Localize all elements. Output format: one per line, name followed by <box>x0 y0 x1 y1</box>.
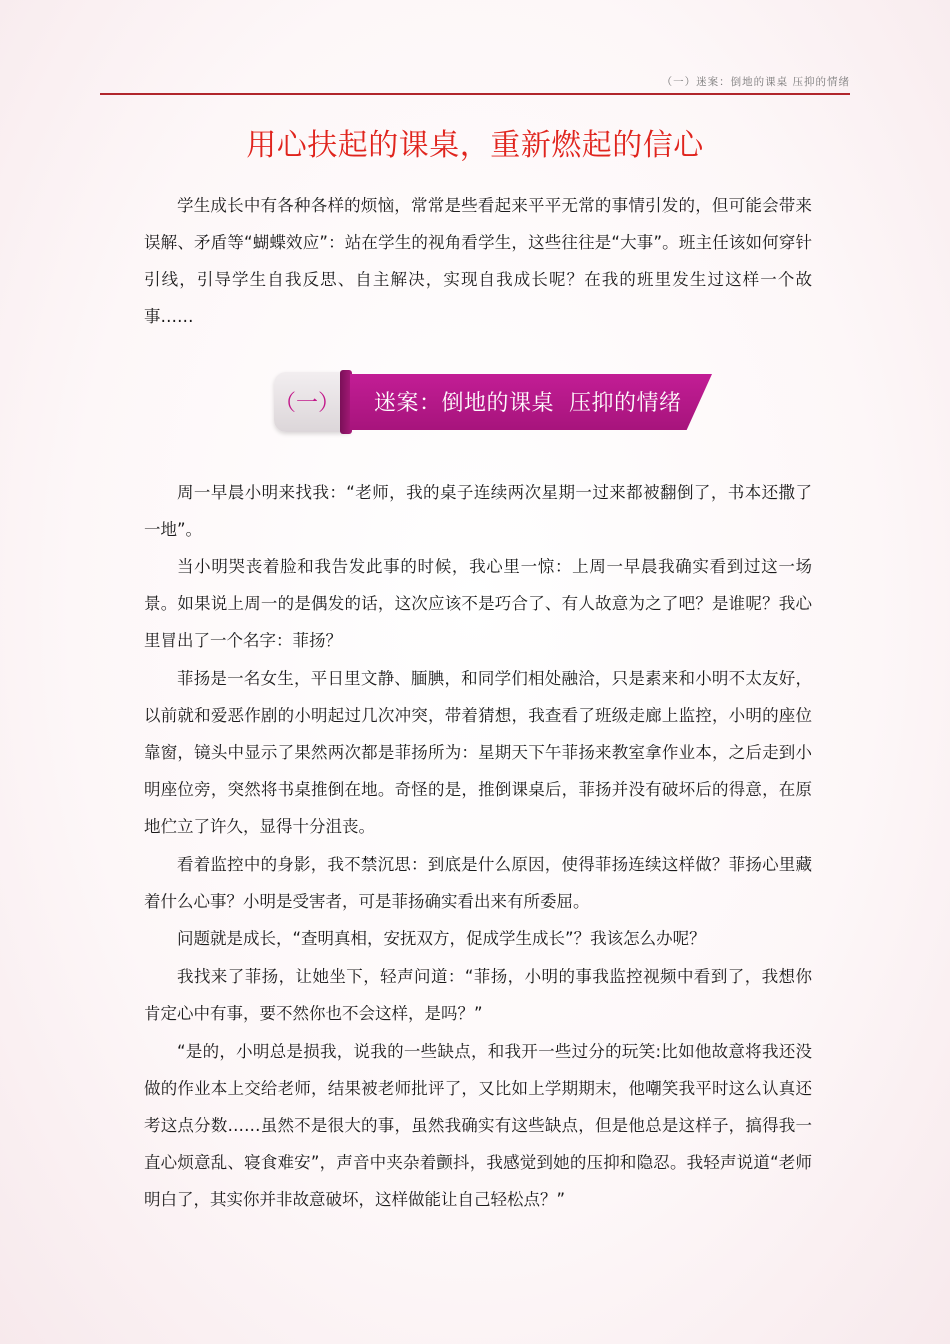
body-paragraph-2: 当小明哭丧着脸和我告发此事的时候，我心里一惊：上周一早晨我确实看到过这一场景。如果说上周一的是偶发的话，这次应该不是巧合了、有人故意为之了吧？是谁呢？我心里冒出了一个名字：菲扬？ <box>144 557 812 650</box>
section-heading: 迷案：倒地的课桌 压抑的情绪 <box>374 391 682 416</box>
section-banner <box>274 370 714 434</box>
body-paragraph-3: 菲扬是一名女生，平日里文静、腼腆，和同学们相处融洽，只是素来和小明不太友好，以前就和爱恶作剧的小明起过几次冲突，带着猜想，我查看了班级走廊上监控，小明的座位靠窗，镜头中显示了果然两次都是菲扬所为：星期天下午菲扬来教室拿作业本，之后走到小明座位旁，突然将书桌推倒在地。奇怪的是，推倒课桌后，菲扬并没有破坏后的得意，在原地伫立了许久，显得十分沮丧。 <box>144 669 812 836</box>
intro-paragraph: 学生成长中有各种各样的烦恼，常常是些看起来平平无常的事情引发的，但可能会带来误解、矛盾等“蝴蝶效应”：站在学生的视角看学生，这些往往是“大事”。班主任该如何穿针引线，引导学生自我反思、自主解决，实现自我成长呢？在我的班里发生过这样一个故事…… <box>144 196 812 326</box>
section-number: （一） <box>274 391 341 416</box>
running-header: （一）迷案：倒地的课桌 压抑的情绪 <box>661 76 850 88</box>
page-title: 用心扶起的课桌，重新燃起的信心 <box>246 128 704 163</box>
body-paragraph-6: 我找来了菲扬，让她坐下，轻声问道：“菲扬，小明的事我监控视频中看到了，我想你肯定心中有事，要不然你也不会这样，是吗？” <box>144 967 812 1023</box>
body-paragraph-4: 看着监控中的身影，我不禁沉思：到底是什么原因，使得菲扬连续这样做？菲扬心里藏着什么心事？小明是受害者，可是菲扬确实看出来有所委屈。 <box>144 855 812 911</box>
body-paragraph-5: 问题就是成长，“查明真相，安抚双方，促成学生成长”？我该怎么办呢？ <box>177 929 706 948</box>
body-paragraph-7: “是的，小明总是损我，说我的一些缺点，和我开一些过分的玩笑:比如他故意将我还没做的作业本上交给老师，结果被老师批评了，又比如上学期期末，他嘲笑我平时这么认真还考这点分数……虽然不是很大的事，虽然我确实有这些缺点，但是他总是这样子，搞得我一直心烦意乱、寝食难安”，声音中夹杂着颤抖，我感觉到她的压抑和隐忍。我轻声说道“老师明白了，其实你并非故意破坏，这样做能让自己轻松点？” <box>144 1042 812 1209</box>
header-rule <box>100 93 850 95</box>
body-paragraph-1: 周一早晨小明来找我：“老师，我的桌子连续两次星期一过来都被翻倒了，书本还撒了一地”。 <box>144 483 812 539</box>
